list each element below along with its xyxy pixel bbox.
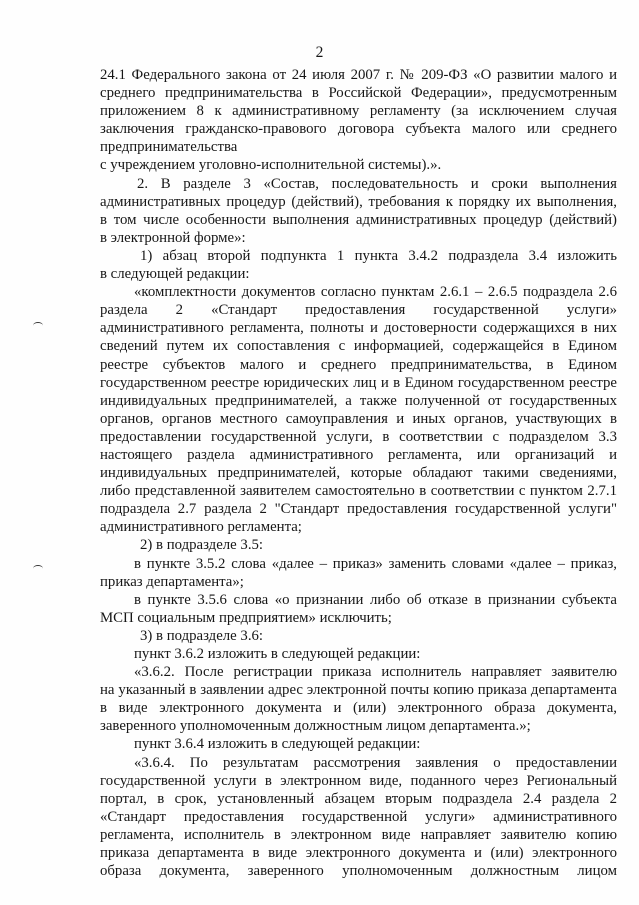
text-line: 2) в подразделе 3.5:	[140, 537, 264, 554]
text-line: 1) абзац второй подпункта 1 пункта 3.4.2 подраздела 3.4 изложить	[140, 247, 617, 264]
text-line: в виде электронного документа и (или) электронного образа документа,	[100, 700, 617, 717]
margin-mark	[33, 322, 43, 329]
text-line: предпринимательства	[100, 139, 238, 156]
text-line: 24.1 Федерального закона от 24 июля 2007 г. № 209-ФЗ «О развитии малого и	[100, 67, 617, 83]
text-line: в электронной форме»:	[100, 229, 246, 246]
text-line: органов, органов местного самоуправления и иных органов, участвующих в	[100, 410, 617, 427]
text-line: с учреждением уголовно-исполнительной системы).».	[100, 157, 442, 174]
text-line: либо представленной заявителем самостоятельно в соответствии с пунктом 2.7.1	[100, 483, 617, 500]
text-line: заверенного уполномоченным должностным лицом департамента.»;	[100, 718, 531, 735]
text-line: в том числе особенности выполнения административных процедур (действий)	[100, 211, 617, 228]
text-line: индивидуальных предпринимателей, которые обладают такими сведениями,	[100, 465, 617, 482]
text-line: приказа департамента в виде электронного документа и (или) электронного	[100, 845, 617, 862]
text-line: «Стандарт предоставления государственной услуги» административного	[100, 808, 617, 825]
page-number: 2	[315, 44, 324, 61]
text-line: индивидуальных предпринимателей, а также полученной от государственных	[100, 392, 617, 409]
text-line: административного регламента, полноты и достоверности содержащихся в них	[100, 320, 617, 337]
text-line: подраздела 2.7 раздела 2 "Стандарт предоставления государственной услуги"	[100, 501, 617, 518]
text-line: административных процедур (действий), требования к порядку их выполнения,	[100, 193, 617, 210]
text-line: сведений путем их сопоставления с информацией, содержащейся в Едином	[100, 338, 617, 355]
text-line: МСП социальным предприятием» исключить;	[100, 609, 392, 626]
text-line: заключения гражданско-правового договора субъекта малого или среднего	[100, 121, 617, 138]
text-line: реестре субъектов малого и среднего предпринимательства, в Едином	[100, 356, 617, 373]
text-line: «комплектности документов согласно пунктам 2.6.1 – 2.6.5 подраздела 2.6	[134, 284, 617, 301]
text-line: приказ департамента»;	[100, 573, 244, 590]
text-line: настоящего раздела административного регламента, или организаций и	[100, 446, 617, 463]
document-body	[100, 66, 617, 880]
text-line: пункт 3.6.2 изложить в следующей редакции:	[134, 646, 421, 662]
text-line: в следующей редакции:	[100, 266, 250, 283]
text-line: в пункте 3.5.2 слова «далее – приказ» заменить словами «далее – приказ,	[134, 555, 617, 572]
text-line: приложением 8 к административному регламенту (за исключением случая	[100, 103, 617, 120]
text-line: административного регламента;	[100, 519, 302, 536]
text-line: «3.6.4. По результатам рассмотрения заявления о предоставлении	[134, 754, 617, 771]
text-line: раздела 2 «Стандарт предоставления государственной услуги»	[100, 302, 617, 319]
text-line: среднего предпринимательства в Российской Федерации», предусмотренным	[100, 85, 617, 102]
text-line: государственном реестре юридических лиц и в Едином государственном реестре	[100, 374, 617, 391]
text-line: на указанный в заявлении адрес электронной почты копию приказа департамента	[100, 682, 617, 699]
text-line: 3) в подразделе 3.6:	[140, 627, 264, 644]
text-line: государственной услуги в электронном виде, поданного через Региональный	[100, 772, 617, 789]
text-line: образа документа, заверенного уполномоченным должностным лицом	[100, 863, 617, 880]
text-line: «3.6.2. После регистрации приказа исполнитель направляет заявителю	[134, 664, 617, 681]
text-line: предоставлении государственной услуги, в соответствии с подразделом 3.3	[100, 428, 617, 445]
text-line: в пункте 3.5.6 слова «о признании либо об отказе в признании субъекта	[134, 591, 617, 608]
text-line: портал, в срок, установленный абзацем вторым подраздела 2.4 раздела 2	[100, 790, 617, 807]
margin-mark	[33, 565, 43, 572]
text-line: пункт 3.6.4 изложить в следующей редакции:	[134, 736, 421, 753]
text-line: регламента, исполнитель в электронном виде направляет заявителю копию	[100, 826, 617, 843]
text-line: 2. В разделе 3 «Состав, последовательность и сроки выполнения	[137, 175, 617, 192]
